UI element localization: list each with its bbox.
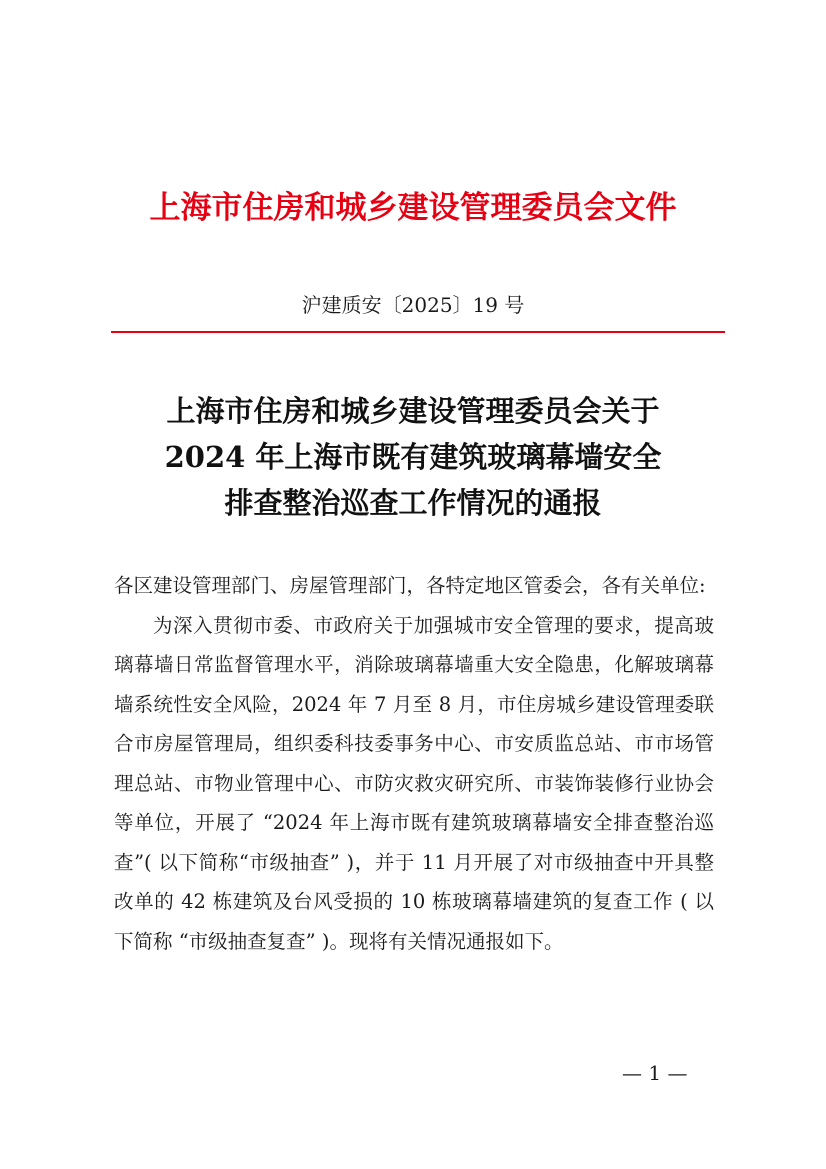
red-divider-line	[111, 331, 725, 333]
document-number: 沪建质安〔2025〕19 号	[301, 293, 525, 317]
document-title	[0, 388, 826, 526]
page-number: — 1 —	[622, 1061, 688, 1085]
title-line-3: 排查整治巡查工作情况的通报	[224, 486, 602, 520]
title-line-1: 上海市住房和城乡建设管理委员会关于	[166, 394, 660, 428]
issuer-heading: 上海市住房和城乡建设管理委员会文件	[149, 190, 677, 226]
body-paragraph-1: 为深入贯彻市委、市政府关于加强城市安全管理的要求，提高玻璃幕墙日常监督管理水平，消除玻璃幕墙重大安全隐患，化解玻璃幕墙系统性安全风险，2024 年 7 月至 8 月，市住房城乡建设管理委联合市房屋管理局，组织委科技委事务中心、市安质监总站、市市场管理总站、市物业管理中心、市防灾救灾研究所、市装饰装修行业协会等单位，开展了 “2024 年上海市既有建筑玻璃幕墙安全排查整治巡查”( 以下简称“市级抽查” )，并于 11 月开展了对市级抽查中开具整改单的 42 栋建筑及台风受损的 10 栋玻璃幕墙建筑的复查工作 ( 以下简称 “市级抽查复查” )。现将有关情况通报如下。	[114, 613, 714, 953]
salutation: 各区建设管理部门、房屋管理部门，各特定地区管委会，各有关单位:	[114, 574, 706, 597]
title-line-2: 2024 年上海市既有建筑玻璃幕墙安全	[164, 440, 662, 474]
document-body	[114, 566, 714, 961]
